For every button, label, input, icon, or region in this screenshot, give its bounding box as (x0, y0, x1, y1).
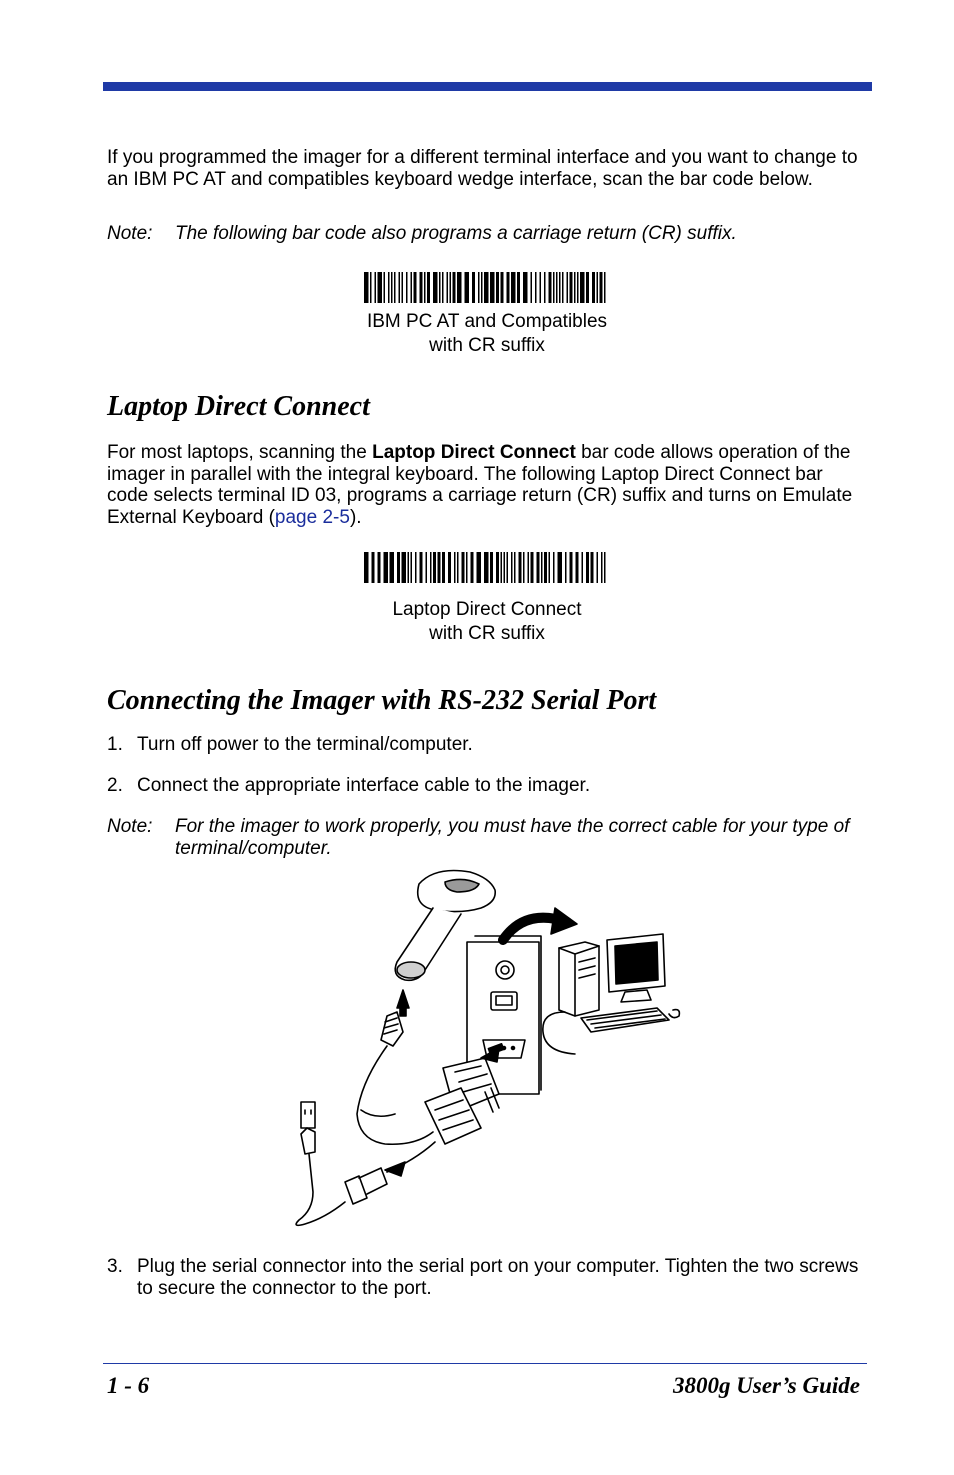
barcode-bar (384, 552, 389, 583)
header-rule (103, 82, 872, 91)
barcode-bar (481, 272, 483, 303)
barcode-bar (364, 552, 369, 583)
barcode-bar (375, 272, 377, 303)
step-2 (107, 775, 867, 797)
barcode-bar (457, 552, 459, 583)
barcode-bar (535, 272, 537, 303)
barcode-bar (430, 552, 432, 583)
barcode-bar (447, 272, 449, 303)
barcode-bar (411, 552, 413, 583)
barcode-bar (507, 552, 509, 583)
barcode-bar (604, 552, 606, 583)
footer-rule (103, 1363, 867, 1364)
barcode-bar (556, 272, 558, 303)
barcode-bar (531, 552, 534, 583)
barcode-bar (427, 272, 430, 303)
barcode-bar (477, 552, 482, 583)
barcode-bar (453, 272, 456, 303)
barcode-bar (582, 552, 584, 583)
barcode-bar (501, 552, 503, 583)
laptop-text-before: For most laptops, scanning the (107, 442, 373, 463)
barcode1-caption (287, 310, 687, 358)
step-2-text: Connect the appropriate interface cable to the imager. (137, 775, 591, 796)
barcode-bar (586, 272, 589, 303)
barcode-bar (514, 552, 516, 583)
barcode-bar (577, 272, 579, 303)
barcode-bar (448, 552, 451, 583)
step-3-text: Plug the serial connector into the serial port on your computer. Tighten the two screws to secure the connector to the port. (137, 1256, 859, 1299)
barcode2-caption (287, 598, 687, 646)
laptop-bold-term: Laptop Direct Connect (372, 442, 576, 463)
barcode-bar (399, 272, 401, 303)
barcode-bar (591, 552, 594, 583)
barcode-bar (457, 272, 462, 303)
barcode-bar (544, 552, 547, 583)
barcode-bar (408, 552, 410, 583)
laptop-heading: Laptop Direct Connect (107, 391, 370, 422)
barcode-bar (484, 272, 489, 303)
barcode-bar (390, 552, 395, 583)
barcode-bar (553, 552, 555, 583)
barcode-bar (372, 552, 375, 583)
guide-title: 3800g User’s Guide (673, 1373, 860, 1398)
step-1 (107, 734, 867, 756)
barcode-bar (597, 272, 599, 303)
barcode-bar (424, 272, 426, 303)
barcode2-caption-line1: Laptop Direct Connect (392, 599, 582, 620)
barcode-bar (565, 552, 567, 583)
barcode-bar (549, 272, 552, 303)
barcode-bar (540, 272, 542, 303)
rs232-note (107, 816, 867, 859)
barcode-bar (604, 272, 606, 303)
barcode-bar (501, 272, 504, 303)
barcode-bar (559, 272, 561, 303)
barcode-bar (523, 272, 528, 303)
barcode-bar (397, 552, 400, 583)
barcode-bar (402, 272, 404, 303)
barcode-bar (562, 272, 564, 303)
barcode-bar (544, 272, 546, 303)
barcode-bar (472, 272, 475, 303)
barcode-bar (388, 272, 390, 303)
barcode-bar (553, 272, 555, 303)
barcode-bar (378, 552, 381, 583)
barcode-bar (490, 272, 495, 303)
ibm-pc-at-barcode[interactable] (364, 272, 610, 303)
barcode-bar (592, 272, 595, 303)
barcode-bar (433, 552, 436, 583)
barcode-bar (420, 272, 423, 303)
step-3 (107, 1256, 867, 1299)
barcode-bar (570, 272, 573, 303)
barcode-bar (378, 272, 383, 303)
barcode-bar (402, 552, 407, 583)
barcode-bar (504, 552, 506, 583)
barcode-bar (496, 272, 499, 303)
barcode-bar (415, 552, 417, 583)
barcode-bar (406, 272, 408, 303)
note-label: Note: (107, 223, 153, 244)
page-2-5-link[interactable]: page 2-5 (274, 506, 350, 528)
barcode-bar (450, 272, 452, 303)
barcode-bar (490, 552, 493, 583)
barcode-bar (570, 552, 573, 583)
barcode-bar (517, 272, 520, 303)
barcode-bar (574, 272, 576, 303)
barcode-bar (580, 272, 585, 303)
note-text: The following bar code also programs a carriage return (CR) suffix. (175, 223, 737, 244)
barcode-bar (471, 552, 474, 583)
barcode-bar (549, 552, 551, 583)
barcode-bar (462, 552, 465, 583)
barcode-bar (370, 272, 372, 303)
barcode-bar (586, 552, 589, 583)
barcode-bar (384, 272, 386, 303)
barcode-bar (391, 272, 393, 303)
barcode-bar (576, 552, 579, 583)
barcode-bar (519, 552, 522, 583)
step-3-number: 3. (107, 1256, 123, 1277)
step-1-number: 1. (107, 734, 123, 755)
barcode-bar (454, 552, 456, 583)
barcode-bar (567, 272, 569, 303)
barcode-bar (420, 552, 423, 583)
step-1-text: Turn off power to the terminal/computer. (137, 734, 473, 755)
barcode-bar (537, 552, 540, 583)
barcode-bar (478, 272, 480, 303)
barcode-bar (433, 272, 438, 303)
intro-note (107, 223, 867, 245)
rs232-heading: Connecting the Imager with RS-232 Serial Port (107, 685, 657, 716)
laptop-text-after: ). (349, 506, 362, 528)
step-2-number: 2. (107, 775, 123, 796)
laptop-text-middle: bar code allows operation of the imager in parallel with the integral keyboard. The following Laptop Direct Connect bar code selects terminal ID 03, programs a carriage return (CR) suffix and turns on Emulate External Keyboard ( (107, 442, 853, 528)
barcode-bar (597, 552, 599, 583)
barcode-bar (511, 272, 516, 303)
page-number: 1 - 6 (107, 1373, 150, 1398)
barcode-bar (558, 552, 563, 583)
barcode-bar (411, 272, 413, 303)
barcode-bar (442, 552, 445, 583)
barcode-bar (465, 272, 470, 303)
barcode-bar (439, 272, 441, 303)
barcode-bar (523, 552, 525, 583)
intro-paragraph: If you programmed the imager for a different terminal interface and you want to change to an IBM PC AT and compatibles keyboard wedge interface, scan the bar code below. (107, 147, 858, 190)
barcode-bar (442, 272, 444, 303)
note-label: Note: (107, 816, 153, 837)
barcode-bar (414, 272, 417, 303)
barcode-bar (484, 552, 489, 583)
barcode-bar (426, 552, 428, 583)
barcode-bar (541, 552, 543, 583)
barcode-bar (364, 272, 369, 303)
laptop-direct-connect-barcode[interactable] (364, 552, 610, 583)
barcode2-caption-line2: with CR suffix (429, 623, 545, 644)
barcode-bar (531, 272, 533, 303)
rs232-connection-illustration (285, 862, 685, 1234)
barcode-bar (496, 552, 499, 583)
barcode-bar (511, 552, 513, 583)
barcode-bar (600, 272, 603, 303)
barcode-bar (394, 272, 396, 303)
barcode-bar (601, 552, 603, 583)
note-text: For the imager to work properly, you must have the correct cable for your type of terminal/computer. (175, 816, 850, 859)
barcode-bar (466, 552, 468, 583)
barcode1-caption-line1: IBM PC AT and Compatibles (366, 311, 608, 332)
barcode-bar (528, 552, 530, 583)
laptop-paragraph (107, 442, 867, 528)
barcode1-caption-line2: with CR suffix (429, 335, 545, 356)
barcode-bar (507, 272, 510, 303)
barcode-bar (438, 552, 441, 583)
